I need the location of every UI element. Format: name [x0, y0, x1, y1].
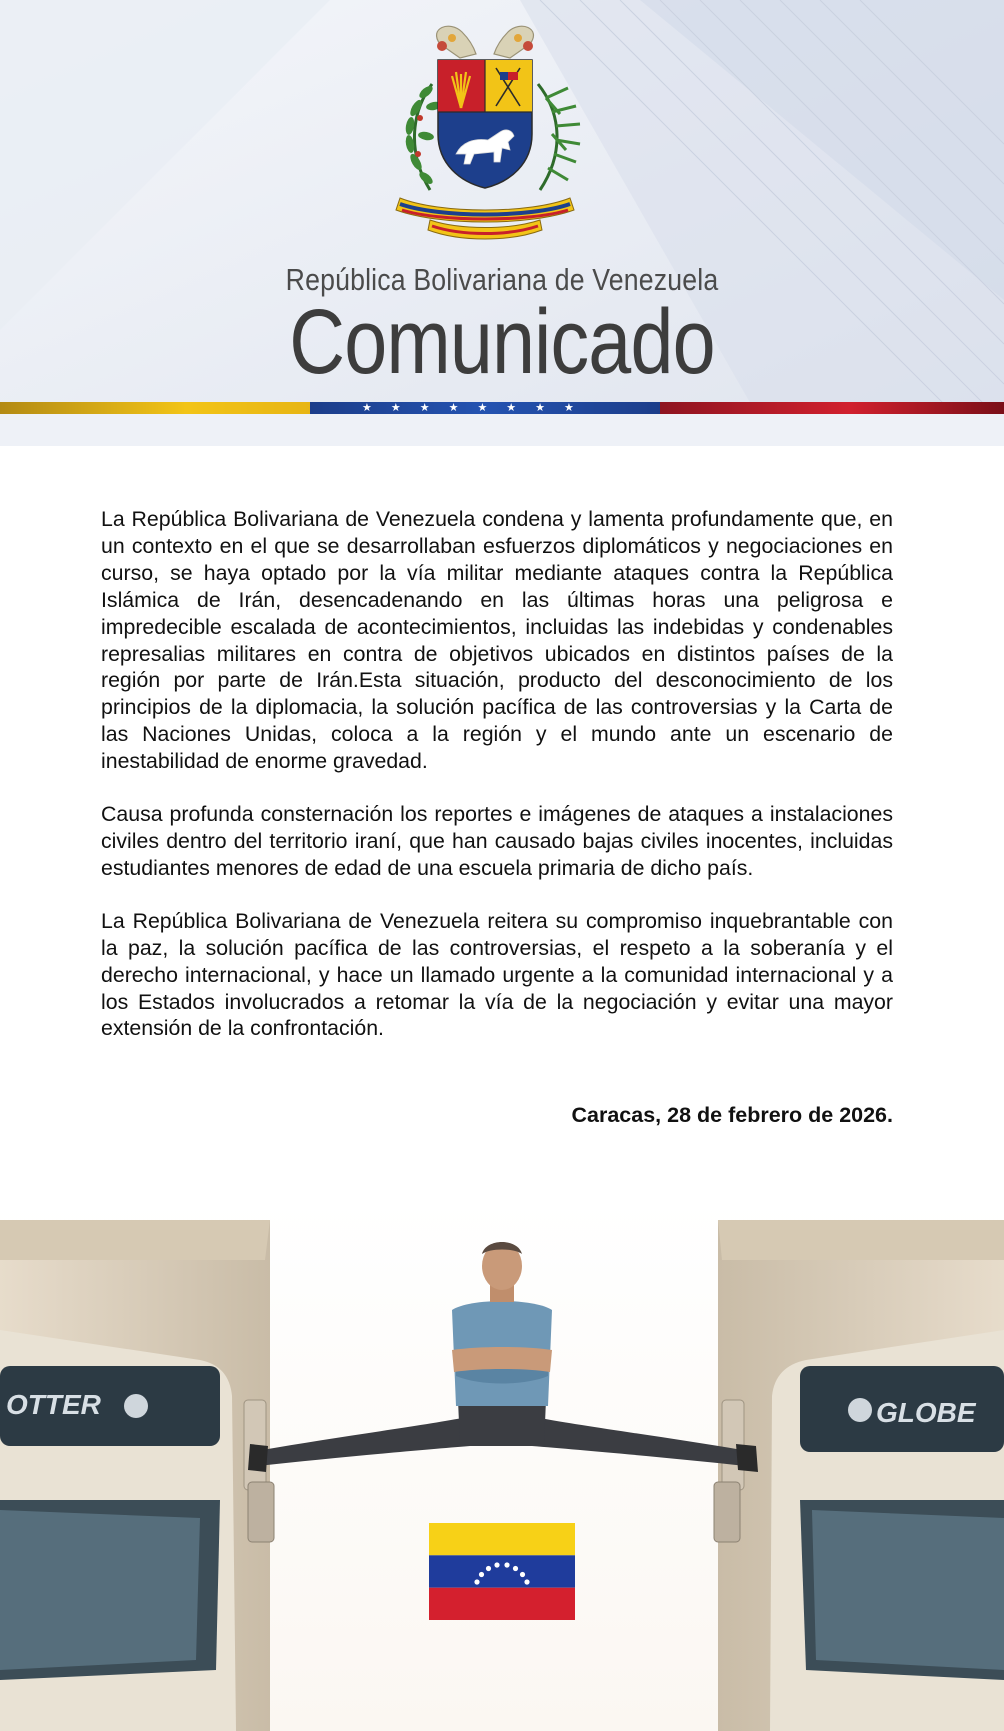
communique-body [101, 506, 893, 1068]
tricolor-red-band [660, 402, 1004, 414]
left-truck-brand: OTTER [6, 1389, 101, 1420]
paragraph-2: Causa profunda consternación los reportes e imágenes de ataques a instalaciones civiles dentro del territorio iraní, que han causado bajas civiles inocentes, incluidas estudiantes menores de edad de una escuela primaria de dicho país. [101, 802, 893, 880]
right-truck-brand: GLOBE [876, 1397, 976, 1428]
place-and-date: Caracas, 28 de febrero de 2026. [571, 1103, 893, 1127]
tricolor-divider [0, 402, 1004, 414]
paragraph-3: La República Bolivariana de Venezuela reitera su compromiso inquebrantable con la paz, la solución pacífica de las controversias, el respeto a la soberanía y el derecho internacional, y hace un llamado urgente a la comunidad internacional y a los Estados involucrados a retomar la vía de la negociación y evitar una mayor extensión de la confrontación. [101, 908, 893, 1041]
left-truck [0, 1220, 274, 1731]
page-title: Comunicado [289, 291, 715, 393]
paragraph-1: La República Bolivariana de Venezuela condena y lamenta profundamente que, en un contexto en el que se desarrollaban esfuerzos diplomáticos y negociaciones en curso, se haya optado por la vía militar mediante ataques contra la República Islámica de Irán, desencadenando en las últimas horas una peligrosa e impredecible escalada de acontecimientos, incluidas las indebidas y condenables represalias militares en contra de objetivos ubicados en distintos países de la región por parte de Irán.Esta situación, producto del desconocimiento de los principios de la diplomacia, la solución pacífica de las controversias y la Carta de las Naciones Unidas, coloca a la región y el mundo ante un escenario de inestabilidad de enorme gravedad. [101, 507, 893, 774]
divider-stars-icon: ★★★★★★★★ [362, 402, 593, 414]
country-name: República Bolivariana de Venezuela [285, 262, 719, 297]
communique-header [0, 0, 1004, 446]
right-truck [714, 1220, 1004, 1731]
trucks-split-photo [0, 1200, 1004, 1731]
tricolor-yellow-band [0, 402, 310, 414]
venezuela-coat-of-arms-icon [370, 14, 600, 248]
venezuela-flag-icon [429, 1523, 575, 1620]
